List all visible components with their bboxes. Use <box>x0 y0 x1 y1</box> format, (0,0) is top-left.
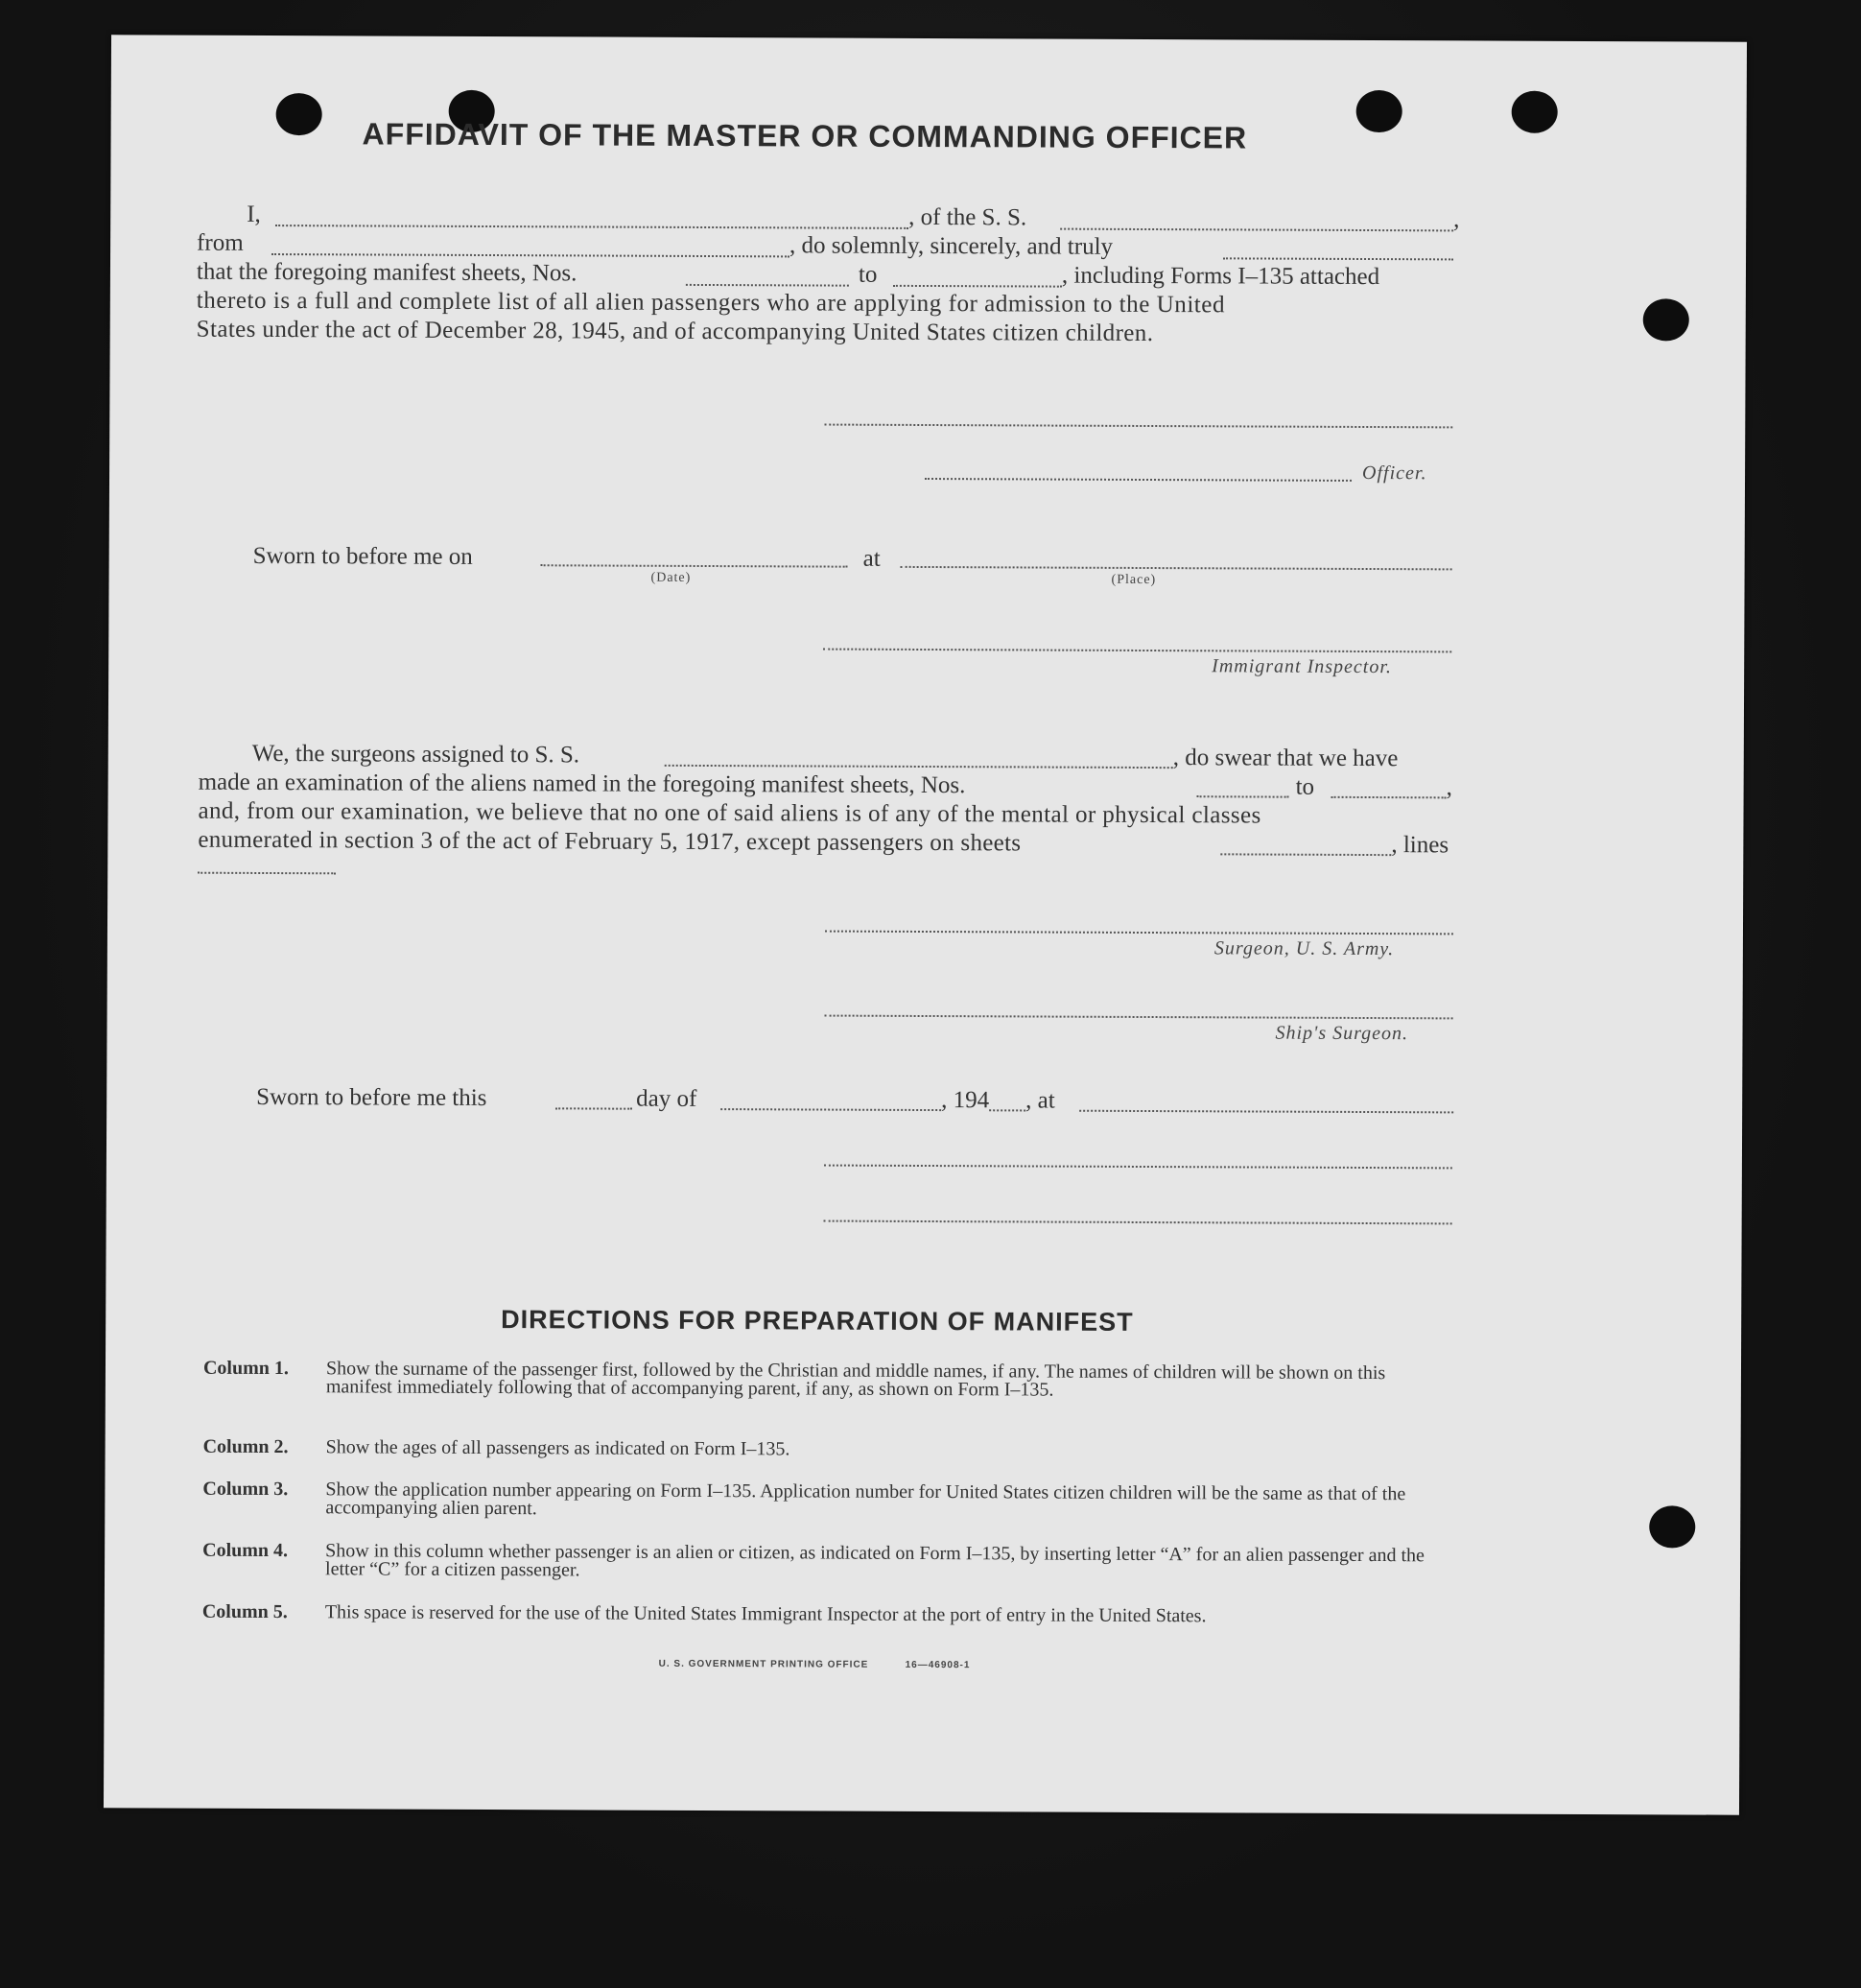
from-blank[interactable] <box>271 253 789 257</box>
sheet-to-blank[interactable] <box>893 285 1062 288</box>
month-blank[interactable] <box>720 1108 941 1111</box>
affidavit-line1-prefix: I, <box>247 201 261 227</box>
inspector-signature-line[interactable] <box>823 649 1451 653</box>
surgeons-line4-end: , lines <box>1391 832 1449 859</box>
affidavit-line1-end: , <box>1453 206 1460 233</box>
direction-5-text: This space is reserved for the use of the United States Immigrant Inspector at the port of entry in the United States. <box>324 1601 1207 1627</box>
affidavit-title: AFFIDAVIT OF THE MASTER OR COMMANDING OFFICER <box>362 116 1248 155</box>
officer-signature-line-2[interactable] <box>824 1165 1452 1170</box>
direction-5-label: Column 5. <box>201 1600 288 1623</box>
punch-hole <box>1649 1505 1695 1548</box>
surgeons-sheet-to-blank[interactable] <box>1331 796 1447 799</box>
ship-surgeon-label: Ship's Surgeon. <box>1275 1022 1409 1045</box>
surgeons-line2-to: to <box>1295 773 1315 800</box>
surgeons-line1-prefix: We, the surgeons assigned to S. S. <box>251 740 580 769</box>
year-blank[interactable] <box>989 1109 1025 1111</box>
name-blank[interactable] <box>275 225 908 229</box>
surgeons-line3: and, from our examination, we believe that no one of said aliens is of any of the mental or physical classes <box>198 797 1261 829</box>
affidavit-line2-prefix: from <box>197 229 244 256</box>
sworn-this-prefix: Sworn to before me this <box>256 1083 487 1112</box>
sworn-this-at: , at <box>1025 1087 1055 1114</box>
form-page <box>104 35 1747 1814</box>
officer-label: Officer. <box>1362 462 1427 485</box>
surgeons-sheet-from-blank[interactable] <box>1197 795 1289 797</box>
affidavit-line3-to: to <box>858 261 878 288</box>
affidavit-line2-mid: , do solemnly, sincerely, and truly <box>789 232 1114 260</box>
direction-4-text: Show in this column whether passenger is an alien or citizen, as indicated on Form I–135, by inserting letter “A” for an alien passenger and the letter “C” for a citizen passenger. <box>325 1540 1425 1581</box>
directions-title: DIRECTIONS FOR PREPARATION OF MANIFEST <box>501 1305 1134 1337</box>
officer-title-line[interactable] <box>925 478 1352 482</box>
affidavit-line3-end: , including Forms I–135 attached <box>1061 262 1380 291</box>
surgeons-line4-prefix: enumerated in section 3 of the act of February 5, 1917, except passengers on sheets <box>198 826 1022 857</box>
direction-3-label: Column 3. <box>202 1478 289 1501</box>
affidavit-line3-prefix: that the foregoing manifest sheets, Nos. <box>196 258 577 287</box>
army-surgeon-label: Surgeon, U. S. Army. <box>1213 937 1395 960</box>
day-blank[interactable] <box>555 1107 632 1109</box>
sworn-on-prefix: Sworn to before me on <box>252 542 473 570</box>
surgeons-line2-end: , <box>1446 774 1452 801</box>
punch-hole <box>1512 91 1558 133</box>
place-caption: (Place) <box>1111 572 1157 588</box>
date-caption: (Date) <box>650 570 692 585</box>
sworn-this-year: , 194 <box>941 1087 990 1114</box>
army-surgeon-signature-line[interactable] <box>825 931 1453 935</box>
oath-blank[interactable] <box>1223 257 1453 260</box>
sworn-this-day: day of <box>636 1085 697 1112</box>
printer-credit: U. S. GOVERNMENT PRINTING OFFICE <box>658 1658 869 1670</box>
direction-2-text: Show the ages of all passengers as indicated on Form I–135. <box>325 1436 790 1460</box>
sheet-from-blank[interactable] <box>686 284 849 287</box>
form-number: 16—46908-1 <box>905 1659 971 1671</box>
direction-2-label: Column 2. <box>202 1435 289 1458</box>
ship-surgeon-signature-line[interactable] <box>825 1015 1453 1020</box>
punch-hole <box>276 93 322 135</box>
surgeons-line1-end: , do swear that we have <box>1172 745 1399 772</box>
sworn-place-blank[interactable] <box>1079 1110 1453 1114</box>
sworn-on-at: at <box>862 545 881 572</box>
direction-1-text: Show the surname of the passenger first, followed by the Christian and middle names, if any. The names of children will be shown on this manifest immediately following that of accompanying parent, if any, as shown on Form I–135. <box>325 1358 1386 1401</box>
punch-hole <box>1356 90 1402 132</box>
direction-4-label: Column 4. <box>202 1539 289 1562</box>
exception-lines-blank[interactable] <box>198 872 336 875</box>
date-blank[interactable] <box>541 564 848 567</box>
affidavit-line1-mid: , of the S. S. <box>908 203 1027 231</box>
surgeons-ship-blank[interactable] <box>665 765 1173 769</box>
surgeons-line2-prefix: made an examination of the aliens named in the foregoing manifest sheets, Nos. <box>198 769 966 799</box>
direction-1-label: Column 1. <box>202 1357 289 1380</box>
affidavit-line5: States under the act of December 28, 1945, and of accompanying United States citizen children. <box>196 316 1154 347</box>
direction-3-text: Show the application number appearing on Form I–135. Application number for United States citizen children will be the same as that of the accompanying alien parent. <box>325 1479 1406 1520</box>
inspector-label: Immigrant Inspector. <box>1212 655 1392 678</box>
officer-title-line-2[interactable] <box>824 1220 1452 1225</box>
affidavit-line4: thereto is a full and complete list of all alien passengers who are applying for admission to the United <box>196 287 1226 319</box>
exception-sheets-blank[interactable] <box>1220 853 1391 856</box>
place-blank[interactable] <box>901 566 1452 571</box>
punch-hole <box>1643 298 1689 341</box>
ship-blank[interactable] <box>1060 228 1453 232</box>
officer-signature-line[interactable] <box>824 424 1452 429</box>
